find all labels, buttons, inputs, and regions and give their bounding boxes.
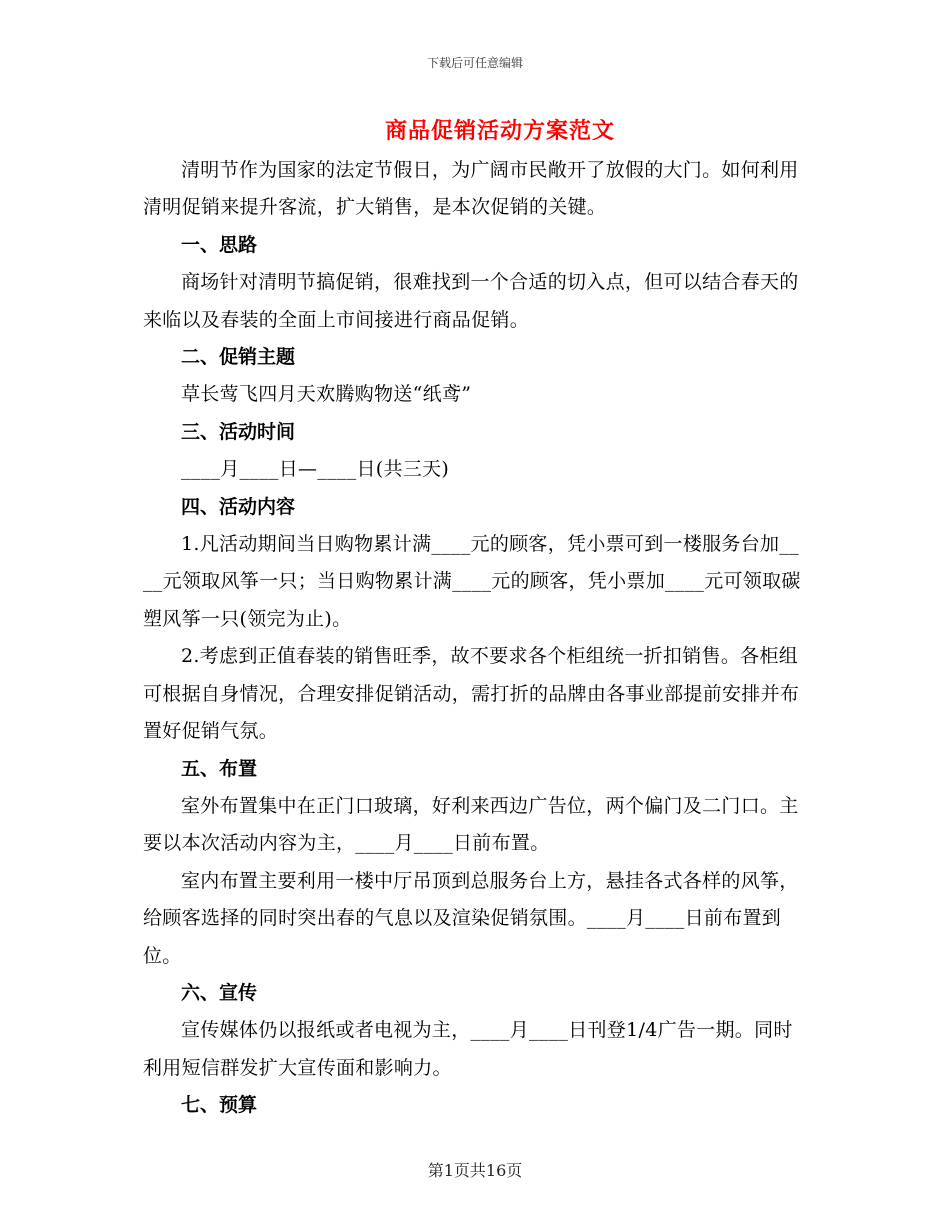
document-body — [143, 152, 808, 1125]
section-heading: 六、宣传 — [181, 981, 258, 1004]
section-heading: 七、预算 — [181, 1094, 258, 1117]
paragraph: 清明节作为国家的法定节假日，为广阔市民敞开了放假的大门。如何利用清明促销来提升客流，扩大销售，是本次促销的关键。 — [143, 159, 799, 219]
page-header: 下载后可任意编辑 — [426, 56, 523, 70]
paragraph: 2.考虑到正值春装的销售旺季，故不要求各个柜组统一折扣销售。各柜组可根据自身情况，合理安排促销活动，需打折的品牌由各事业部提前安排并布置好促销气氛。 — [143, 645, 800, 743]
section-heading: 四、活动内容 — [181, 495, 296, 518]
paragraph: 商场针对清明节搞促销，很难找到一个合适的切入点，但可以结合春天的来临以及春装的全面上市间接进行商品促销。 — [143, 271, 799, 331]
page-footer: 第1页共16页 — [427, 1161, 523, 1180]
paragraph: 宣传媒体仍以报纸或者电视为主，____月____日刊登1/4广告一期。同时利用短信群发扩大宣传面和影响力。 — [143, 1019, 793, 1079]
section-heading: 五、布置 — [181, 757, 258, 780]
section-heading: 二、促销主题 — [181, 346, 296, 369]
paragraph: 室外布置集中在正门口玻璃，好利来西边广告位，两个偏门及二门口。主要以本次活动内容为主，____月____日前布置。 — [143, 794, 799, 855]
paragraph: ____月____日—____日(共三天) — [181, 458, 450, 481]
document-title: 商品促销活动方案范文 — [384, 118, 615, 144]
section-heading: 三、活动时间 — [181, 420, 296, 443]
paragraph: 草长莺飞四月天欢腾购物送“纸鸢” — [181, 383, 472, 406]
section-heading: 一、思路 — [181, 233, 258, 256]
paragraph: 1.凡活动期间当日购物累计满____元的顾客，凭小票可到一楼服务台加____元领取风筝一只；当日购物累计满____元的顾客，凭小票加____元可领取碳塑风筝一只(领完为止)。 — [143, 533, 801, 630]
paragraph: 室内布置主要利用一楼中厅吊顶到总服务台上方，悬挂各式各样的风筝，给顾客选择的同时突出春的气息以及渲染促销氛围。____月____日前布置到位。 — [143, 869, 799, 967]
